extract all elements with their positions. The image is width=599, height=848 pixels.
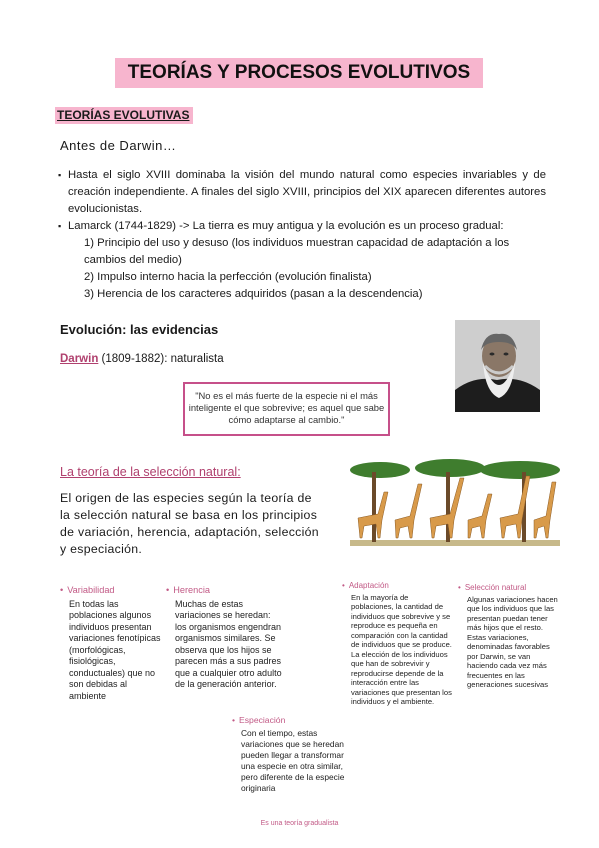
variabilidad-text: En todas las poblaciones algunos individuos presentan variaciones fenotípicas (morfológicas, fisiológicas, conductuales) que no son debidas al ambiente (69, 598, 161, 701)
bullets-block (58, 167, 546, 303)
darwin-quote: "No es el más fuerte de la especie ni el más inteligente el que sobrevive; es aquel que sabe cómo adaptarse al cambio." (183, 382, 390, 436)
especiacion-label: • Especiación (232, 715, 357, 726)
darwin-link[interactable]: Darwin (60, 353, 99, 365)
herencia-column (166, 585, 284, 691)
adaptacion-label: • Adaptación (342, 581, 452, 591)
herencia-text: Muchas de estas variaciones se heredan: los organismos engendran organismos similares. Se observa que los hijos se parecen más a sus padres que a cualquier otro adulto de la generación anterior. (175, 598, 282, 689)
natural-selection-heading: La teoría de la selección natural: (60, 465, 241, 479)
bullet-item: ▪ Lamarck (1744-1829) -> La tierra es muy antigua y la evolución es un proceso gradual: (58, 218, 546, 235)
evidence-heading: Evolución: las evidencias (60, 322, 219, 337)
bullet-item: ▪ Hasta el siglo XVIII dominaba la visión del mundo natural como especies invariables y de creación independiente. A finales del siglo XVIII, principios del XIX aparecen diferentes autores evolucionistas. (58, 167, 546, 218)
especiacion-column (232, 715, 357, 794)
lamarck-point: 3) Herencia de los caracteres adquiridos (pasan a la descendencia) (84, 288, 423, 300)
intro-heading: Antes de Darwin… (60, 138, 177, 153)
seleccion-label: • Selección natural (458, 583, 558, 593)
page-title: TEORÍAS Y PROCESOS EVOLUTIVOS (115, 58, 483, 88)
darwin-dates: (1809-1882): naturalista (98, 353, 224, 365)
lamarck-point: 1) Principio del uso y desuso (los individuos muestran capacidad de adaptación a los cambios del medio) (84, 237, 510, 266)
lamarck-point: 2) Impulso interno hacia la perfección (evolución finalista) (84, 271, 372, 283)
section-title: TEORÍAS EVOLUTIVAS (55, 107, 193, 124)
herencia-label: • Herencia (166, 585, 284, 597)
seleccion-text: Algunas variaciones hacen que los individuos que las presentan puedan tener más hijos que el resto. Estas variaciones, denominadas favorables por Darwin, se van haciendo cada vez más frecuentes en las generaciones sucesivas (467, 594, 558, 689)
giraffes-illustration (350, 458, 560, 546)
origin-paragraph: El origen de las especies según la teoría de la selección natural se basa en los principios de variación, herencia, adaptación, selección y especiación. (60, 491, 319, 556)
darwin-line (60, 353, 224, 365)
seleccion-column (458, 583, 558, 690)
variabilidad-label: • Variabilidad (60, 585, 162, 597)
footer-note: Es una teoría gradualista (260, 820, 339, 827)
adaptacion-column (342, 581, 452, 707)
especiacion-text: Con el tiempo, estas variaciones que se heredan pueden llegar a transformar una especie en otra similar, pero diferente de la especie originaria (241, 728, 345, 793)
darwin-portrait (455, 320, 540, 412)
adaptacion-text: En la mayoría de poblaciones, la cantidad de individuos que sobrevive y se reproduce es pequeña en comparación con la cantidad de individuos que se produce. La elección de los individuos que han de sobrevivir y reproducirse depende de la interacción entre las variaciones que presentan los individuos y el ambiente. (351, 592, 452, 706)
variabilidad-column (60, 585, 162, 702)
